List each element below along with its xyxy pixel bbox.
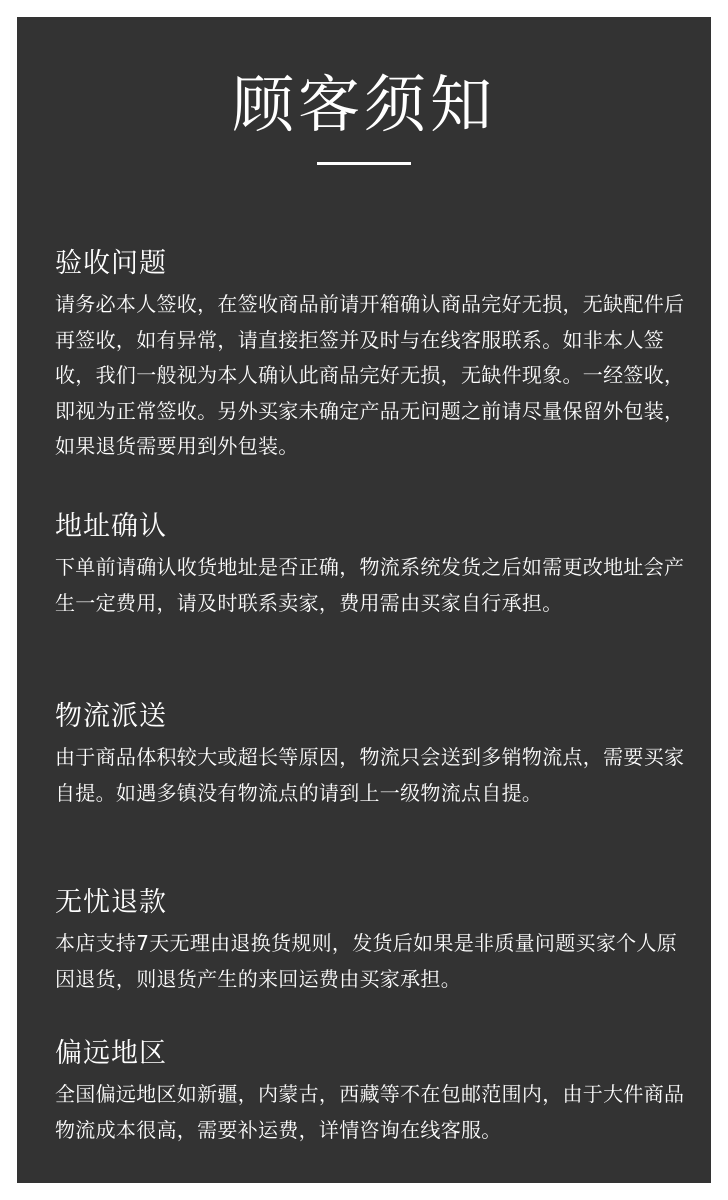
section-body: 本店支持7天无理由退换货规则，发货后如果是非质量问题买家个人原因退货，则退货产生的来回运费由买家承担。 [55,931,678,991]
section-body: 请务必本人签收，在签收商品前请开箱确认商品完好无损，无缺配件后再签收，如有异常，请直接拒签并及时与在线客服联系。如非本人签收，我们一般视为本人确认此商品完好无损，无缺件现象。一经签收，即视为正常签收。另外买家未确定产品无问题之前请尽量保留外包装，如果退货需要用到外包装。 [55,292,685,458]
section-heading: 物流派送 [55,701,167,732]
section-inspection [55,247,695,465]
section-heading: 地址确认 [55,511,167,542]
title-divider [317,162,411,165]
section-heading: 无忧退款 [55,887,167,918]
section-remote-areas [55,1037,695,1148]
page-title: 顾客须知 [231,68,496,141]
section-refund [55,886,695,997]
section-body: 下单前请确认收货地址是否正确，物流系统发货之后如需更改地址会产生一定费用，请及时联系卖家，费用需由买家自行承担。 [55,555,685,615]
section-body: 由于商品体积较大或超长等原因，物流只会送到多销物流点，需要买家自提。如遇多镇没有物流点的请到上一级物流点自提。 [55,745,685,805]
section-address [55,510,695,621]
section-heading: 验收问题 [55,248,167,279]
section-heading: 偏远地区 [55,1038,167,1069]
notice-panel [17,17,711,1183]
section-body: 全国偏远地区如新疆，内蒙古，西藏等不在包邮范围内，由于大件商品物流成本很高，需要补运费，详情咨询在线客服。 [55,1082,685,1142]
section-delivery [55,700,695,811]
